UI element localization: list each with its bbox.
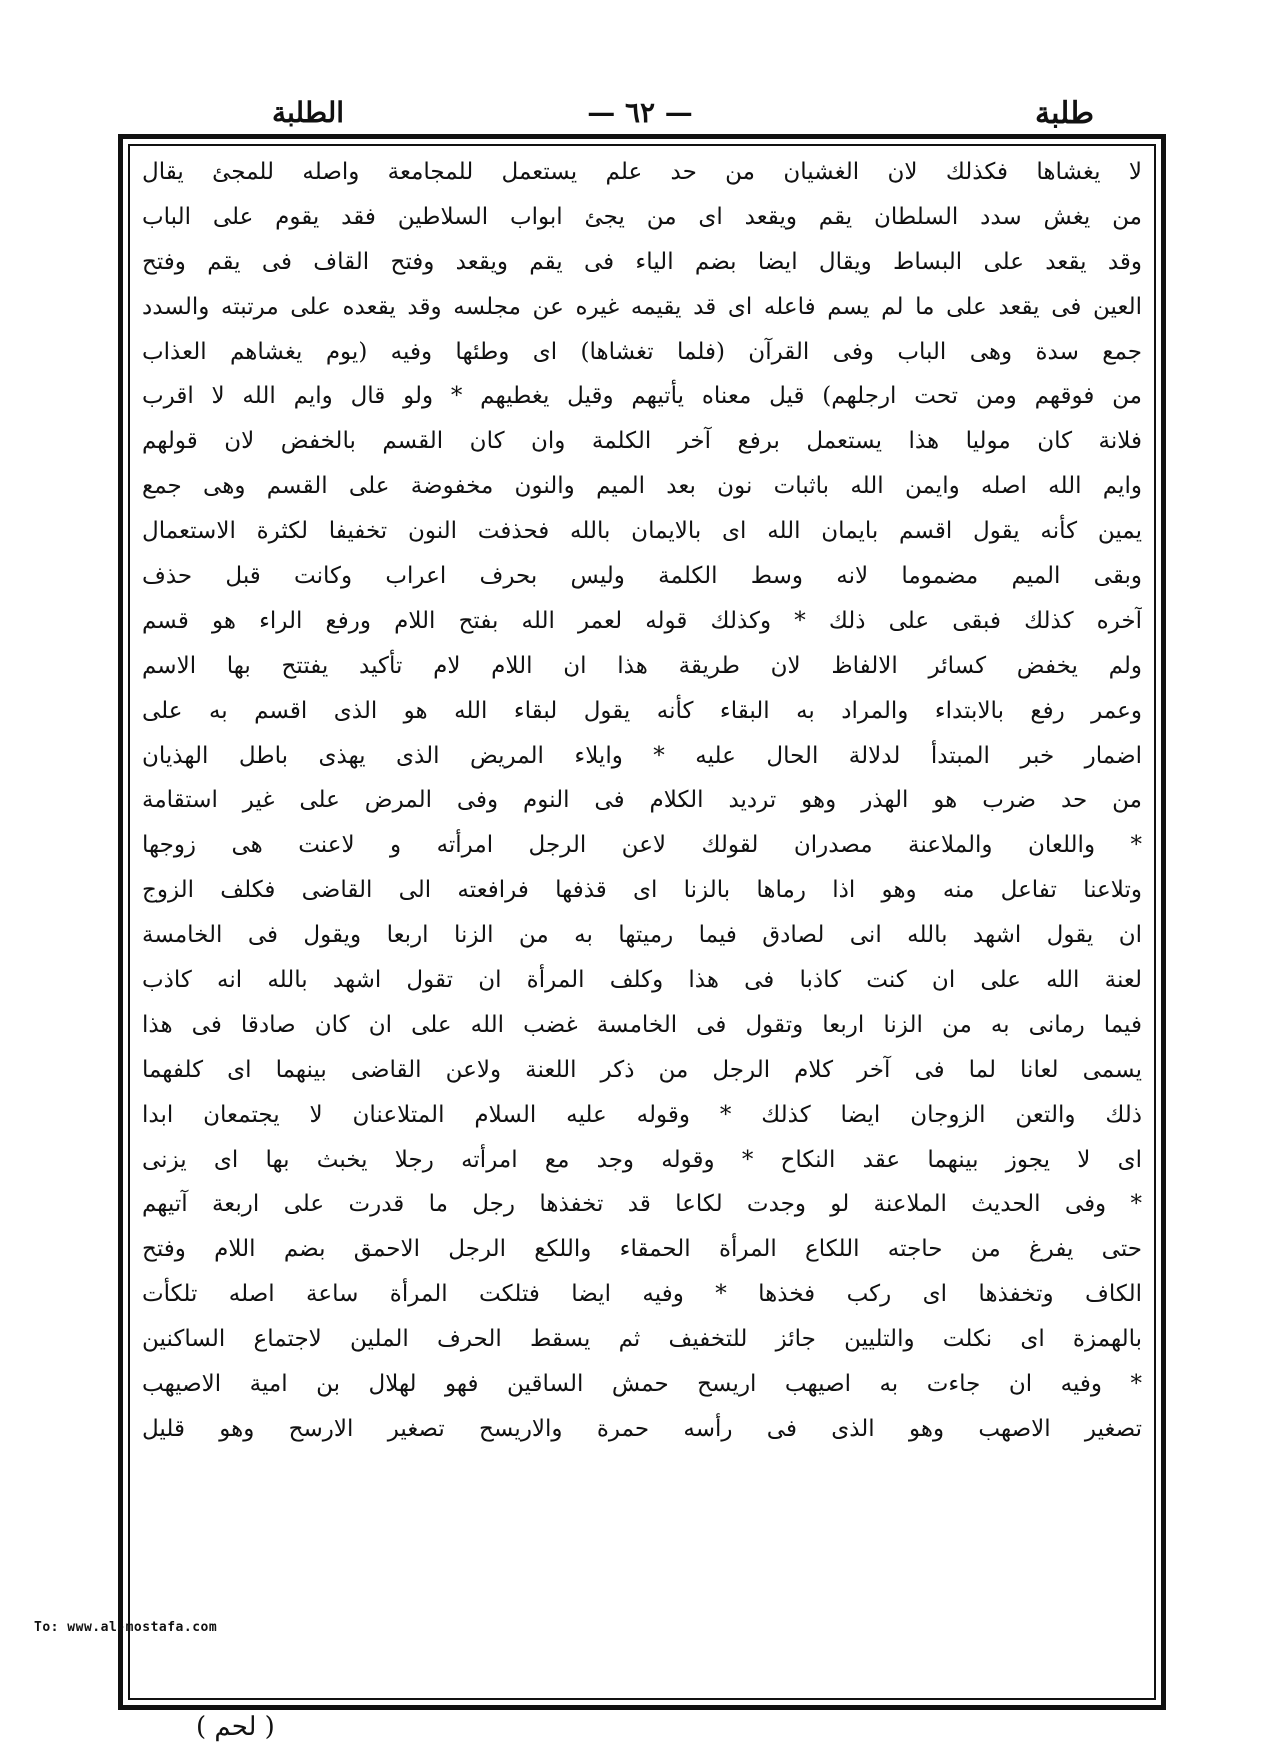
text-line: وعمر رفع بالابتداء والمراد به البقاء كأنه يقول لبقاء الله هو الذى اقسم به على [142, 697, 1142, 724]
text-line: * وفيه ان جاءت به اصيهب اريسح حمش الساقين فهو لهلال بن امية الاصيهب [142, 1371, 1142, 1398]
text-line: ولم يخفض كسائر الالفاظ لان طريقة هذا ان اللام لام تأكيد يفتتح بها الاسم [142, 652, 1142, 679]
page-number: — ٦٢ — [587, 96, 693, 129]
text-line: من يغش سدد السلطان يقم ويقعد اى من يجئ ابواب السلاطين فقد يقوم على الباب [142, 203, 1142, 230]
text-line: الكاف وتخفذها اى ركب فخذها * وفيه ايضا فتلكت المرأة ساعة اصله تلكأت [142, 1281, 1142, 1308]
text-line: فلانة كان موليا هذا يستعمل برفع آخر الكلمة وان كان القسم بالخفض لان قولهم [142, 428, 1142, 455]
text-line: ذلك والتعن الزوجان ايضا كذلك * وقوله عليه السلام المتلاعنان لا يجتمعان ابدا [142, 1101, 1142, 1128]
text-line: وقد يقعد على البساط ويقال ايضا بضم الياء فى يقم ويقعد وفتح القاف فى يقم وفتح [142, 248, 1142, 275]
main-text [142, 150, 1142, 1452]
text-line: العين فى يقعد على ما لم يسم فاعله اى قد يقيمه غيره عن مجلسه وقد يقعده على مرتبته والسدد [142, 293, 1142, 320]
text-line: آخره كذلك فبقى على ذلك * وكذلك قوله لعمر الله بفتح اللام ورفع الراء هو قسم [142, 607, 1142, 634]
catchword: ( لحم ) [196, 1712, 275, 1742]
text-line: من فوقهم ومن تحت ارجلهم) قيل معناه يأتيهم وقيل يغطيهم * ولو قال وايم الله لا اقرب [142, 383, 1142, 410]
page-header [140, 96, 1140, 136]
text-line: ان يقول اشهد بالله انى لصادق فيما رميتها به من الزنا اربعا ويقول فى الخامسة [142, 922, 1142, 949]
text-line: من حد ضرب هو الهذر وهو ترديد الكلام فى النوم وفى المرض على غير استقامة [142, 787, 1142, 814]
source-footer: To: www.al-mostafa.com [34, 1620, 218, 1635]
text-line: وايم الله اصله وايمن الله باثبات نون بعد الميم والنون مخفوضة على القسم وهى جمع [142, 473, 1142, 500]
text-line: * واللعان والملاعنة مصدران لقولك لاعن الرجل امرأته و لاعنت هى زوجها [142, 832, 1142, 859]
text-line: تصغير الاصهب وهو الذى فى رأسه حمرة والاريسح تصغير الارسح وهو قليل [142, 1415, 1142, 1442]
text-line: اضمار خبر المبتدأ لدلالة الحال عليه * وايلاء المريض الذى يهذى باطل الهذيان [142, 742, 1142, 769]
header-section-word: الطلبة [272, 96, 345, 129]
text-line: اى لا يجوز بينهما عقد النكاح * وقوله وجد مع امرأته رجلا يخبث بها اى يزنى [142, 1146, 1142, 1173]
text-line: بالهمزة اى نكلت والتليين جائز للتخفيف ثم يسقط الحرف الملين لاجتماع الساكنين [142, 1326, 1142, 1353]
text-line: * وفى الحديث الملاعنة لو وجدت لكاعا قد تخفذها رجل ما قدرت على اربعة آتيهم [142, 1191, 1142, 1218]
text-line: يمين كأنه يقول اقسم بايمان الله اى بالايمان بالله فحذفت النون تخفيفا لكثرة الاستعمال [142, 518, 1142, 545]
text-line: لعنة الله على ان كنت كاذبا فى هذا وكلف المرأة ان تقول اشهد بالله انه كاذب [142, 967, 1142, 994]
text-line: يسمى لعانا لما فى آخر كلام الرجل من ذكر اللعنة ولاعن القاضى بينهما اى كلفهما [142, 1056, 1142, 1083]
text-line: فيما رمانى به من الزنا اربعا وتقول فى الخامسة غضب الله على ان كان صادقا فى هذا [142, 1011, 1142, 1038]
text-line: حتى يفرغ من حاجته اللكاع المرأة الحمقاء واللكع الرجل الاحمق بضم اللام وفتح [142, 1236, 1142, 1263]
text-line: جمع سدة وهى الباب وفى القرآن (فلما تغشاها) اى وطئها وفيه (يوم يغشاهم العذاب [142, 338, 1142, 365]
text-line: وبقى الميم مضموما لانه وسط الكلمة وليس بحرف اعراب وكانت قبل حذف [142, 563, 1142, 590]
header-entry-word: طلبة [1035, 96, 1094, 131]
text-line: لا يغشاها فكذلك لان الغشيان من حد علم يستعمل للمجامعة واصله للمجئ يقال [142, 159, 1142, 185]
text-line: وتلاعنا تفاعل منه وهو اذا رماها بالزنا اى قذفها فرافعته الى القاضى فكلف الزوج [142, 877, 1142, 904]
